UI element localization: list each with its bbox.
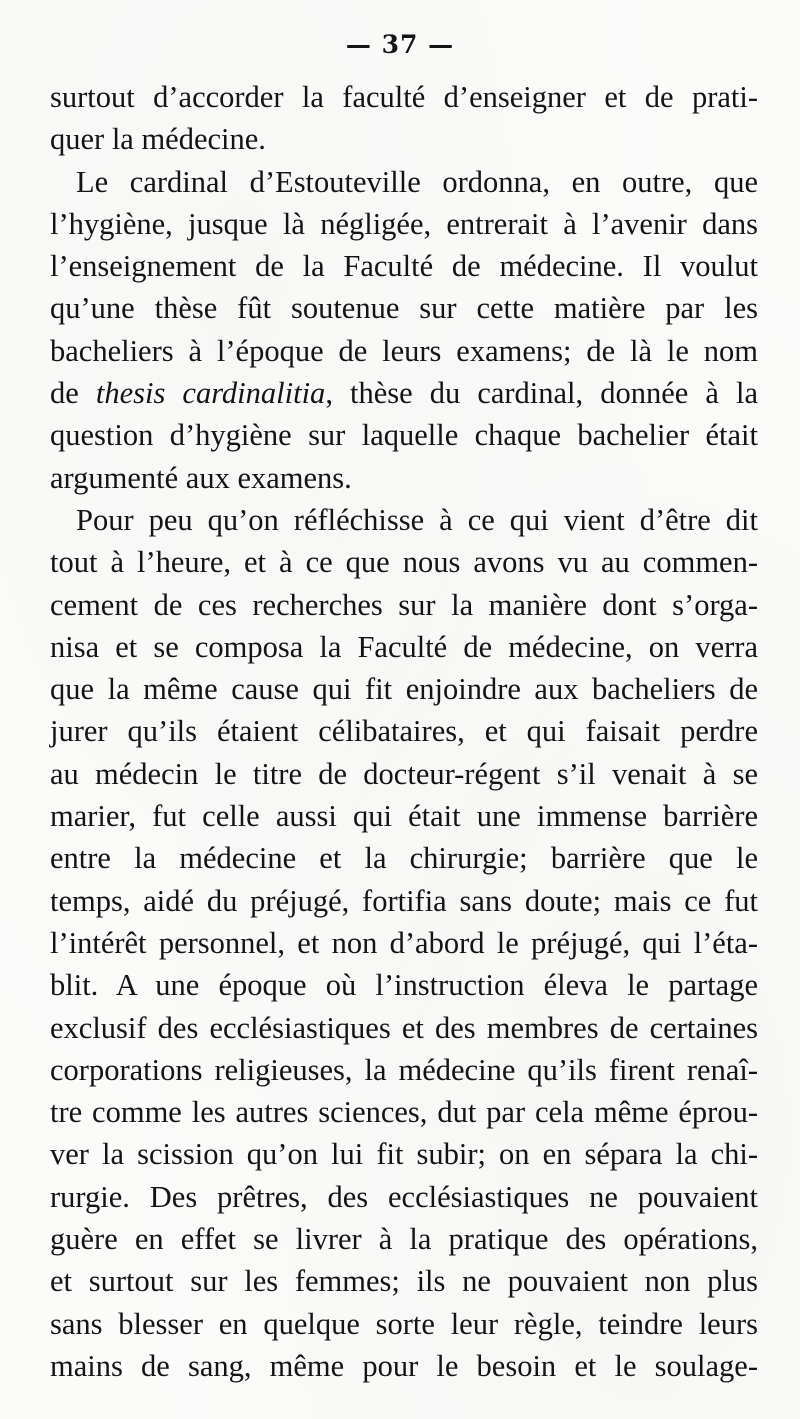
text-line: quer la médecine. [50, 122, 266, 157]
text-line: exclusif des ecclésiastiques et des membres de certaines [50, 1010, 758, 1045]
text-line: tre comme les autres sciences, dut par cela même éprou- [50, 1095, 758, 1130]
text-segment: de [50, 376, 96, 411]
text-line: corporations religieuses, la médecine qu’ils firent renaî- [50, 1052, 758, 1087]
text-line [50, 372, 758, 414]
text-line: l’intérêt personnel, et non d’abord le préjugé, qui l’éta- [50, 925, 758, 960]
text-line: que la même cause qui fit enjoindre aux bacheliers de [50, 672, 758, 707]
page-number: — 37 — [345, 30, 455, 59]
text-line: et surtout sur les femmes; ils ne pouvaient non plus [50, 1264, 758, 1299]
text-line: temps, aidé du préjugé, fortifia sans doute; mais ce fut [50, 883, 758, 918]
text-line: tout à l’heure, et à ce que nous avons vu au commen- [50, 545, 758, 580]
text-line: nisa et se composa la Faculté de médecine, on verra [50, 629, 758, 664]
text-line: Le cardinal d’Estouteville ordonna, en outre, que [76, 164, 758, 199]
text-line: l’enseignement de la Faculté de médecine. Il voulut [50, 249, 758, 284]
text-line: marier, fut celle aussi qui était une immense barrière [50, 799, 758, 834]
text-line: surtout d’accorder la faculté d’enseigner et de prati- [50, 80, 758, 114]
text-line: Pour peu qu’on réfléchisse à ce qui vient d’être dit [76, 502, 758, 537]
text-line: l’hygiène, jusque là négligée, entrerait à l’avenir dans [50, 206, 758, 241]
text-line: rurgie. Des prêtres, des ecclésiastiques ne pouvaient [50, 1179, 758, 1214]
text-line: cement de ces recherches sur la manière dont s’orga- [50, 587, 758, 622]
text-line: ver la scission qu’on lui fit subir; on en sépara la chi- [50, 1137, 758, 1172]
text-line: jurer qu’ils étaient célibataires, et qui faisait perdre [50, 714, 758, 749]
text-line: entre la médecine et la chirurgie; barrière que le [50, 841, 758, 876]
text-line: sans blesser en quelque sorte leur règle, teindre leurs [50, 1306, 758, 1341]
italic-latin-term: thesis cardinalitia [95, 376, 326, 411]
text-line: mains de sang, même pour le besoin et le soulage- [50, 1348, 758, 1383]
text-line: argumenté aux examens. [50, 460, 352, 495]
text-line: bacheliers à l’époque de leurs examens; de là le nom [50, 333, 758, 368]
body-text [50, 76, 758, 1387]
text-line: guère en effet se livrer à la pratique des opérations, [50, 1222, 758, 1257]
text-line: blit. A une époque où l’instruction éleva le partage [50, 968, 758, 1003]
text-segment: , thèse du cardinal, donnée à la [325, 376, 758, 411]
text-line: qu’une thèse fût soutenue sur cette matière par les [50, 291, 758, 326]
text-line: au médecin le titre de docteur-régent s’il venait à se [50, 756, 758, 791]
text-line: question d’hygiène sur laquelle chaque bachelier était [50, 418, 758, 453]
